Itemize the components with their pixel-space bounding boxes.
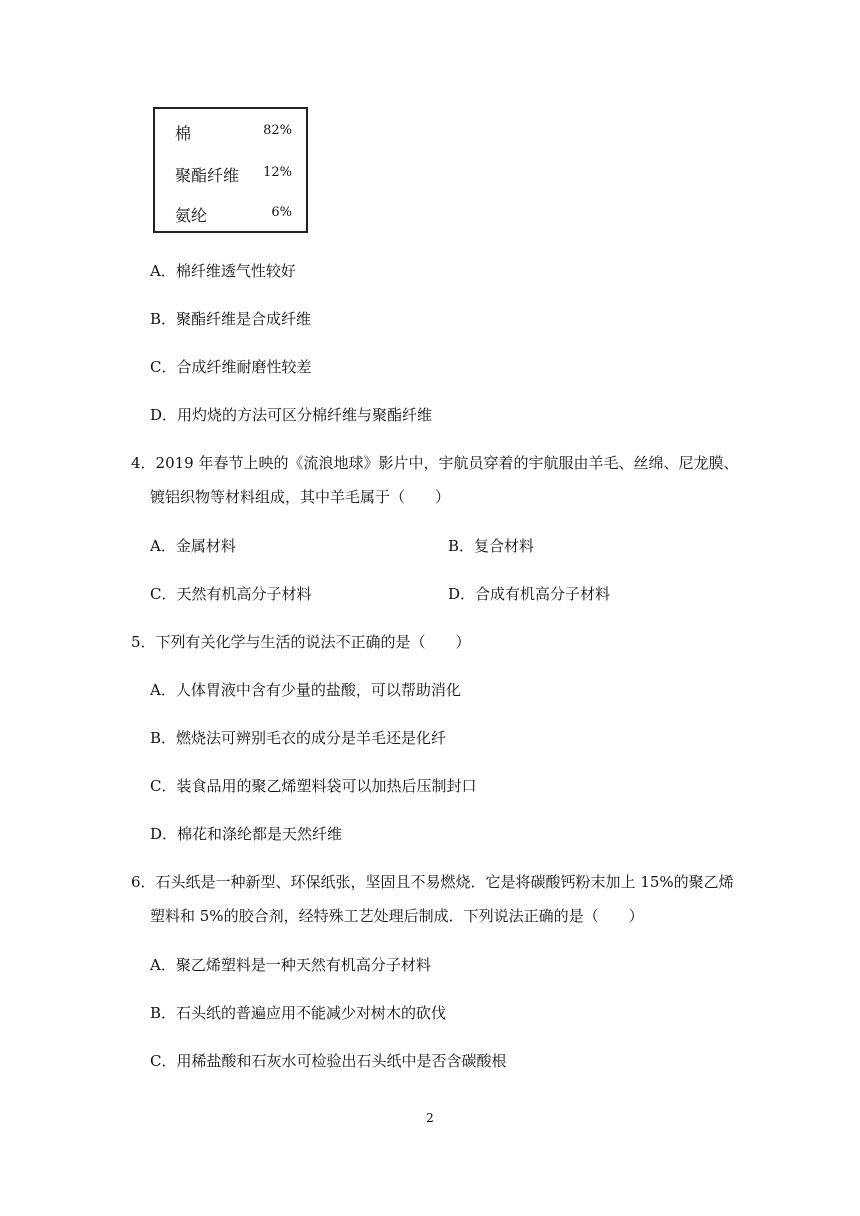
q4-stem-line1: 4．2019 年春节上映的《流浪地球》影片中，宇航员穿着的宇航服由羊毛、丝绵、尼龙膜、 [131, 454, 739, 472]
page-number: 2 [426, 1111, 434, 1125]
fiber-percent: 82% [263, 123, 292, 138]
q6-stem-line2: 塑料和 5%的胶合剂，经特殊工艺处理后制成．下列说法正确的是（ ） [150, 907, 644, 925]
q5-option-d: D．棉花和涤纶都是天然纤维 [150, 825, 343, 843]
fiber-name: 氨纶 [175, 206, 208, 225]
q3-option-a: A．棉纤维透气性较好 [150, 262, 296, 280]
q6-stem-line1: 6．石头纸是一种新型、环保纸张，坚固且不易燃烧．它是将碳酸钙粉末加上 15%的聚乙烯 [131, 873, 734, 891]
q6-option-b: B．石头纸的普遍应用不能减少对树木的砍伐 [150, 1004, 447, 1022]
q5-stem: 5．下列有关化学与生活的说法不正确的是（ ） [131, 633, 471, 651]
q5-option-c: C．装食品用的聚乙烯塑料袋可以加热后压制封口 [150, 777, 477, 795]
q4-option-d: D．合成有机高分子材料 [448, 585, 611, 603]
fabric-composition-label [153, 107, 308, 233]
fiber-name: 聚酯纤维 [175, 166, 240, 185]
q6-option-c: C．用稀盐酸和石灰水可检验出石头纸中是否含碳酸根 [150, 1052, 507, 1070]
q4-option-b: B．复合材料 [448, 537, 535, 555]
q6-option-a: A．聚乙烯塑料是一种天然有机高分子材料 [150, 956, 431, 974]
q4-stem-line2: 镀铝织物等材料组成，其中羊毛属于（ ） [150, 488, 451, 506]
q3-option-c: C．合成纤维耐磨性较差 [150, 358, 312, 376]
q5-option-b: B．燃烧法可辨别毛衣的成分是羊毛还是化纤 [150, 729, 447, 747]
fiber-percent: 6% [271, 205, 292, 220]
q3-option-b: B．聚酯纤维是合成纤维 [150, 310, 312, 328]
q5-option-a: A．人体胃液中含有少量的盐酸，可以帮助消化 [150, 681, 461, 699]
fiber-percent: 12% [263, 165, 292, 180]
q4-option-a: A．金属材料 [150, 537, 236, 555]
fiber-name: 棉 [175, 124, 192, 143]
q3-option-d: D．用灼烧的方法可区分棉纤维与聚酯纤维 [150, 406, 433, 424]
q4-option-c: C．天然有机高分子材料 [150, 585, 312, 603]
